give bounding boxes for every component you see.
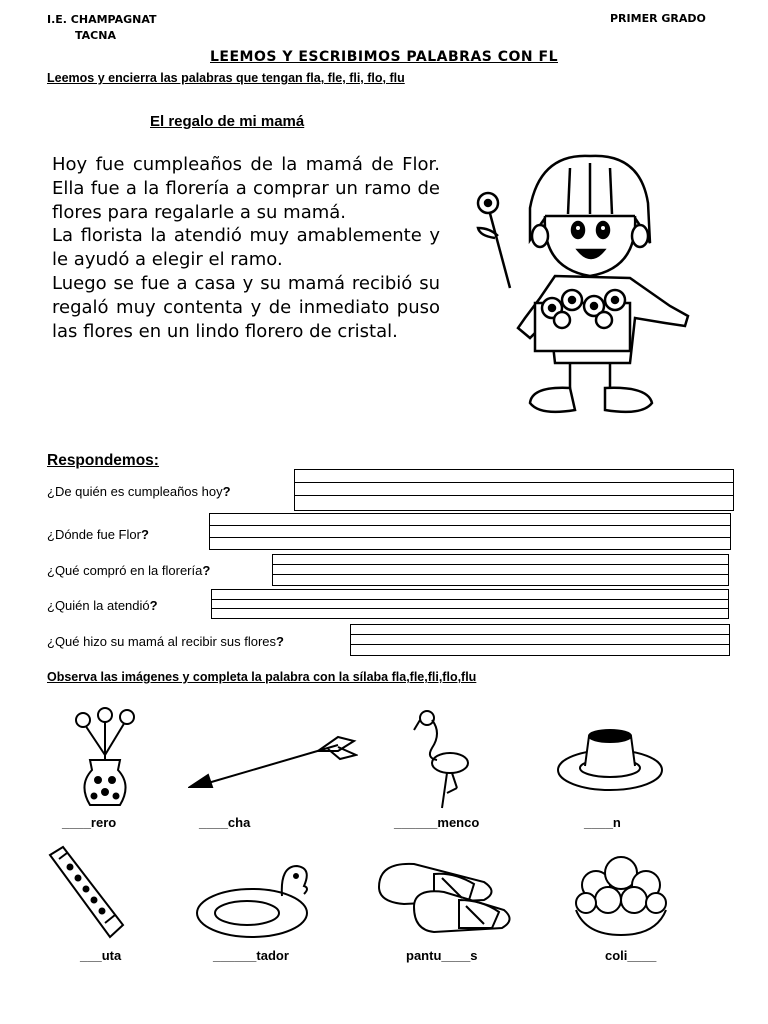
story-title: El regalo de mi mamá xyxy=(150,113,305,130)
flute-icon xyxy=(45,845,130,940)
question-1: ¿De quién es cumpleaños hoy? xyxy=(47,484,231,499)
question-4: ¿Quién la atendió? xyxy=(47,598,158,613)
slippers-icon xyxy=(374,852,519,938)
word-fill-3[interactable]: ______menco xyxy=(394,815,480,830)
cauliflower-icon xyxy=(566,845,676,940)
story-paragraph: Hoy fue cumpleaños de la mamá de Flor. Ella fue a la florería a comprar un ramo de flores para regalarle a su mamá. xyxy=(52,154,440,223)
school-name xyxy=(47,12,157,44)
answer-lines-1[interactable] xyxy=(294,469,734,511)
question-2: ¿Dónde fue Flor? xyxy=(47,527,149,542)
arrow-icon xyxy=(188,735,358,795)
school-label: I.E. CHAMPAGNAT xyxy=(47,13,157,26)
word-fill-4[interactable]: ____n xyxy=(584,815,621,830)
story-paragraph: La florista la atendió muy amablemente y le ayudó a elegir el ramo. xyxy=(52,225,440,271)
answer-lines-5[interactable] xyxy=(350,624,730,656)
word-fill-5[interactable]: ___uta xyxy=(80,948,122,963)
word-fill-2[interactable]: ____cha xyxy=(199,815,251,830)
page-title: LEEMOS Y ESCRIBIMOS PALABRAS CON FL xyxy=(210,49,558,65)
question-3: ¿Qué compró en la florería? xyxy=(47,563,211,578)
word-fill-6[interactable]: ______tador xyxy=(213,948,289,963)
answer-lines-3[interactable] xyxy=(272,554,729,586)
word-fill-1[interactable]: ____rero xyxy=(62,815,117,830)
story-text xyxy=(52,153,440,343)
reading-instruction: Leemos y encierra las palabras que tengan fla, fle, fli, flo, flu xyxy=(47,71,405,85)
word-fill-8[interactable]: coli____ xyxy=(605,948,657,963)
question-5: ¿Qué hizo su mamá al recibir sus flores? xyxy=(47,634,284,649)
flamingo-icon xyxy=(412,708,472,813)
answer-lines-4[interactable] xyxy=(211,589,729,619)
answer-lines-2[interactable] xyxy=(209,513,731,550)
respondemos-heading: Respondemos: xyxy=(47,452,159,469)
flan-icon xyxy=(555,722,665,794)
images-instruction: Observa las imágenes y completa la palabra con la sílaba fla,fle,fli,flo,flu xyxy=(47,670,477,684)
swim-float-icon xyxy=(192,858,314,943)
flower-vase-icon xyxy=(70,700,140,812)
story-paragraph: Luego se fue a casa y su mamá recibió su regaló muy contenta y de inmediato puso las flores en un lindo florero de cristal. xyxy=(52,272,440,342)
city-label: TACNA xyxy=(75,29,116,42)
girl-with-flowers-illustration xyxy=(470,148,705,428)
word-fill-7[interactable]: pantu____s xyxy=(406,948,478,963)
grade-label: PRIMER GRADO xyxy=(610,12,706,25)
